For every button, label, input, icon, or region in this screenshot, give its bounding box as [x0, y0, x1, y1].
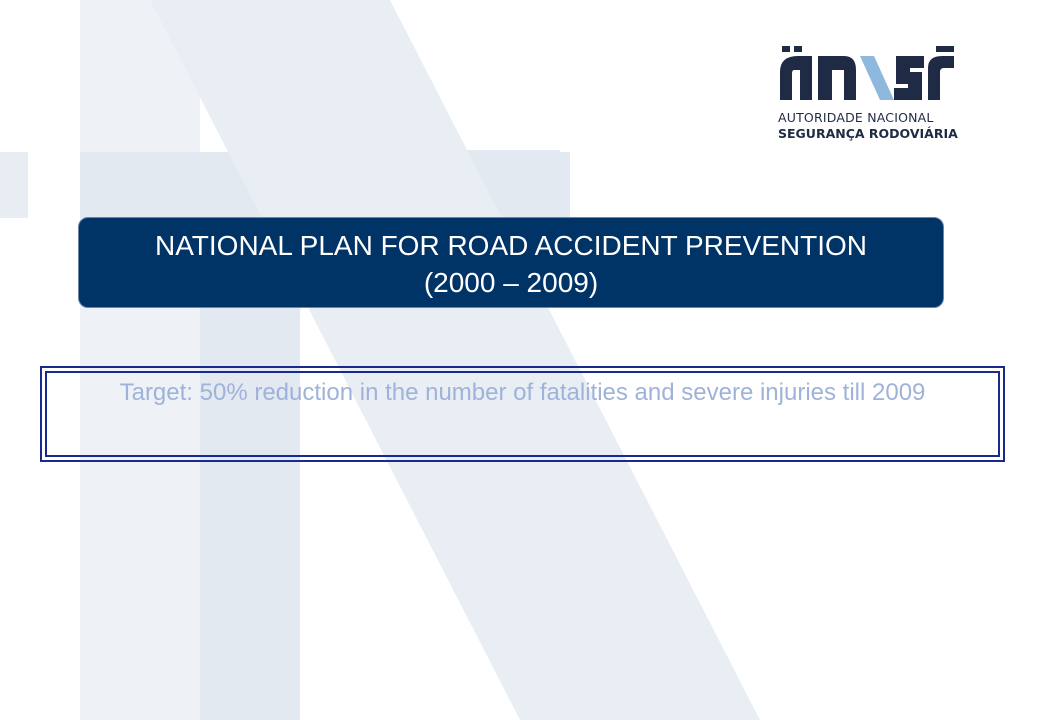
ansr-logo-mark	[776, 42, 956, 102]
ansr-logo	[776, 42, 966, 146]
watermark-left-block	[0, 152, 28, 218]
title-line-2: (2000 – 2009)	[423, 267, 599, 298]
watermark-left-bar	[80, 0, 200, 720]
title-banner	[78, 217, 944, 308]
logo-authority-text: AUTORIDADE NACIONAL	[778, 110, 934, 125]
target-text: Target: 50% reduction in the number of fatalities and severe injuries till 2009	[45, 371, 1000, 457]
title-line-1: NATIONAL PLAN FOR ROAD ACCIDENT PREVENTION	[154, 230, 868, 261]
logo-road-safety-text: SEGURANÇA RODOVIÁRIA	[778, 126, 958, 141]
target-box	[40, 366, 1005, 462]
